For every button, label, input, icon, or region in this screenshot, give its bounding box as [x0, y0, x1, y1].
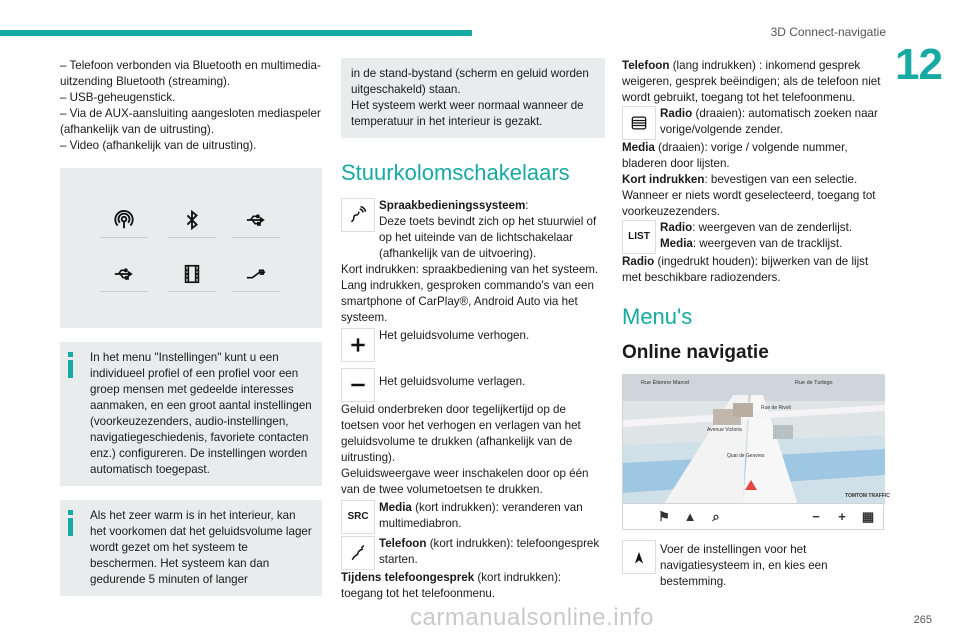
video-film-icon — [168, 256, 216, 292]
info-icon — [68, 510, 73, 536]
subtitle-online-navigation: Online navigatie — [622, 342, 769, 363]
info-note-continued: in de stand-bystand (scherm en geluid worden uitgeschakeld) staan. Het systeem werkt weer normaal wanneer de temperatuur in het interieur is gezakt. — [341, 58, 605, 138]
page-number: 265 — [913, 614, 932, 626]
info-note-profiles: In het menu "Instellingen" kunt u een individueel profiel of een profiel voor een groep mensen met gedeelde interesses aanmaken, en een groot aantal instellingen (voorkeuzezenders, audio-instellingen, navigatiegeschiedenis, favoriete contacten enz.) configureren. De instellingen worden automatisch toegepast. — [60, 342, 322, 486]
media-source-icons-panel — [60, 168, 322, 328]
podcast-icon — [100, 202, 148, 238]
source-list — [60, 58, 322, 154]
zoom-in-button[interactable]: + — [838, 509, 846, 524]
src-icon: SRC — [341, 500, 375, 534]
phone-icon — [341, 536, 375, 570]
map-3d-scene — [623, 375, 890, 505]
radio-row: Radio (draaien): automatisch zoeken naar vorige/volgende zender. — [622, 106, 887, 140]
usb-icon — [232, 202, 280, 238]
navigation-settings-row: Voer de instellingen voor het navigatiesysteem in, en kies een bestemming. — [622, 540, 887, 590]
zoom-out-button[interactable]: − — [812, 509, 820, 524]
bluetooth-icon — [168, 202, 216, 238]
phone-row: Telefoon (kort indrukken): telefoongesprek starten. — [341, 536, 605, 570]
svg-text:Quai de Gesvres: Quai de Gesvres — [727, 453, 765, 459]
compass-north-icon[interactable]: ▲ — [683, 509, 697, 524]
list-item: – USB-geheugenstick. — [60, 91, 176, 104]
navigation-map-screenshot — [622, 374, 890, 530]
column-2: in de stand-bystand (scherm en geluid worden uitgeschakeld) staan. Het systeem werkt weer normaal wanneer de temperatuur in het interieur is gezakt. Stuurkolomschakelaars Spraakbedieningssysteem: Deze toets bevindt zich op het stuurwiel of op het uiteinde van de lichtschakelaar (afhankelijk van de uitvoering). Kort indrukken: spraakbediening van het systeem. Lang indrukken, gesproken commando's van een smartphone of CarPlay®, Android Auto via het systeem. Het geluidsvolume verhogen. Het geluidsvolume verlagen. Geluid onderbreken door tegelijkertijd op de toetsen voor het verhogen en verlagen van het geluidsvolume te drukken (afhankelijk van de uitrusting). Geluidsweergave weer inschakelen door op één van de twee volumetoetsen te drukken. SRC Media (kort indrukken): veranderen van multimediabron. Telefoon (kort indrukken): telefoongesprek starten. Tijdens telefoongesprek (kort indrukken): toegang tot het telefoonmenu. — [341, 58, 605, 602]
list-item: – Video (afhankelijk van de uitrusting). — [60, 139, 257, 152]
svg-text:Rue de Rivoli: Rue de Rivoli — [761, 405, 791, 411]
info-icon — [68, 352, 73, 378]
list-icon: LIST — [622, 220, 656, 254]
volume-down-row: Het geluidsvolume verlagen. — [341, 368, 605, 402]
list-item: – Via de AUX-aansluiting aangesloten mediaspeler (afhankelijk van de uitrusting). — [60, 107, 321, 136]
usb-icon — [100, 256, 148, 292]
svg-text:TOMTOM TRAFFIC: TOMTOM TRAFFIC — [845, 493, 890, 499]
plus-icon — [341, 328, 375, 362]
aux-cable-icon — [232, 256, 280, 292]
watermark: carmanualsonline.info — [410, 604, 654, 631]
info-note-heat: Als het zeer warm is in het interieur, kan het voorkomen dat het geluidsvolume lager wordt gezet om het systeem te beschermen. Het systeem kan dan gedurende 5 minuten of langer — [60, 500, 322, 596]
flag-icon[interactable]: ⚑ — [658, 508, 670, 524]
compass-north-icon — [622, 540, 656, 574]
map-view-icon[interactable]: ▦ — [861, 508, 875, 524]
map-toolbar — [623, 503, 883, 529]
section-title-menus: Menu's — [622, 304, 693, 329]
svg-text:Rue Étienne Marcel: Rue Étienne Marcel — [641, 380, 690, 386]
column-3: Telefoon (lang indrukken) : inkomend gesprek weigeren, gesprek beëindigen; als de telefoon niet wordt gebruikt, toegang tot het telefoonmenu. Radio (draaien): automatisch zoeken naar vorige/volgende zender. Media (draaien): vorige / volgende nummer, bladeren door lijsten. Kort indrukken: bevestigen van een selectie. Wanneer er niets wordt geselecteerd, toegang tot voorkeuzezenders. LIST Radio: weergeven van de zenderlijst. Media: weergeven van de tracklijst. Radio (ingedrukt houden): bijwerken van de lijst met beschikbare radiozenders. Menu's Online navigatie Rue Étienne Marcel Rue de Turbigo Rue de Rivoli Quai de Gesvres Avenue Victoria TOMTOM TRAFFIC ⚑ ▲ ⌕ − + ▦ Voer de instellingen voor het navigatiesysteem in, en kies een bestemming. — [622, 59, 890, 588]
header-accent-bar — [0, 30, 472, 36]
volume-up-row: Het geluidsvolume verhogen. — [341, 328, 605, 362]
scroll-wheel-icon — [622, 106, 656, 140]
svg-text:Avenue Victoria: Avenue Victoria — [707, 427, 742, 433]
svg-text:Rue de Turbigo: Rue de Turbigo — [795, 380, 833, 386]
list-item: – Telefoon verbonden via Bluetooth en multimedia-uitzending Bluetooth (streaming). — [60, 59, 321, 88]
list-row: LIST Radio: weergeven van de zenderlijst. Media: weergeven van de tracklijst. — [622, 220, 887, 254]
voice-control-row: Spraakbedieningssysteem: Deze toets bevindt zich op het stuurwiel of op het uiteinde van de lichtschakelaar (afhankelijk van de uitvoering). — [341, 198, 605, 262]
minus-icon — [341, 368, 375, 402]
search-icon[interactable]: ⌕ — [712, 508, 720, 524]
column-1 — [60, 58, 322, 596]
source-row: SRC Media (kort indrukken): veranderen van multimediabron. — [341, 500, 605, 534]
chapter-title: 3D Connect-navigatie — [770, 25, 886, 39]
chapter-number: 12 — [895, 40, 942, 89]
section-title-steering-controls: Stuurkolomschakelaars — [341, 160, 570, 185]
